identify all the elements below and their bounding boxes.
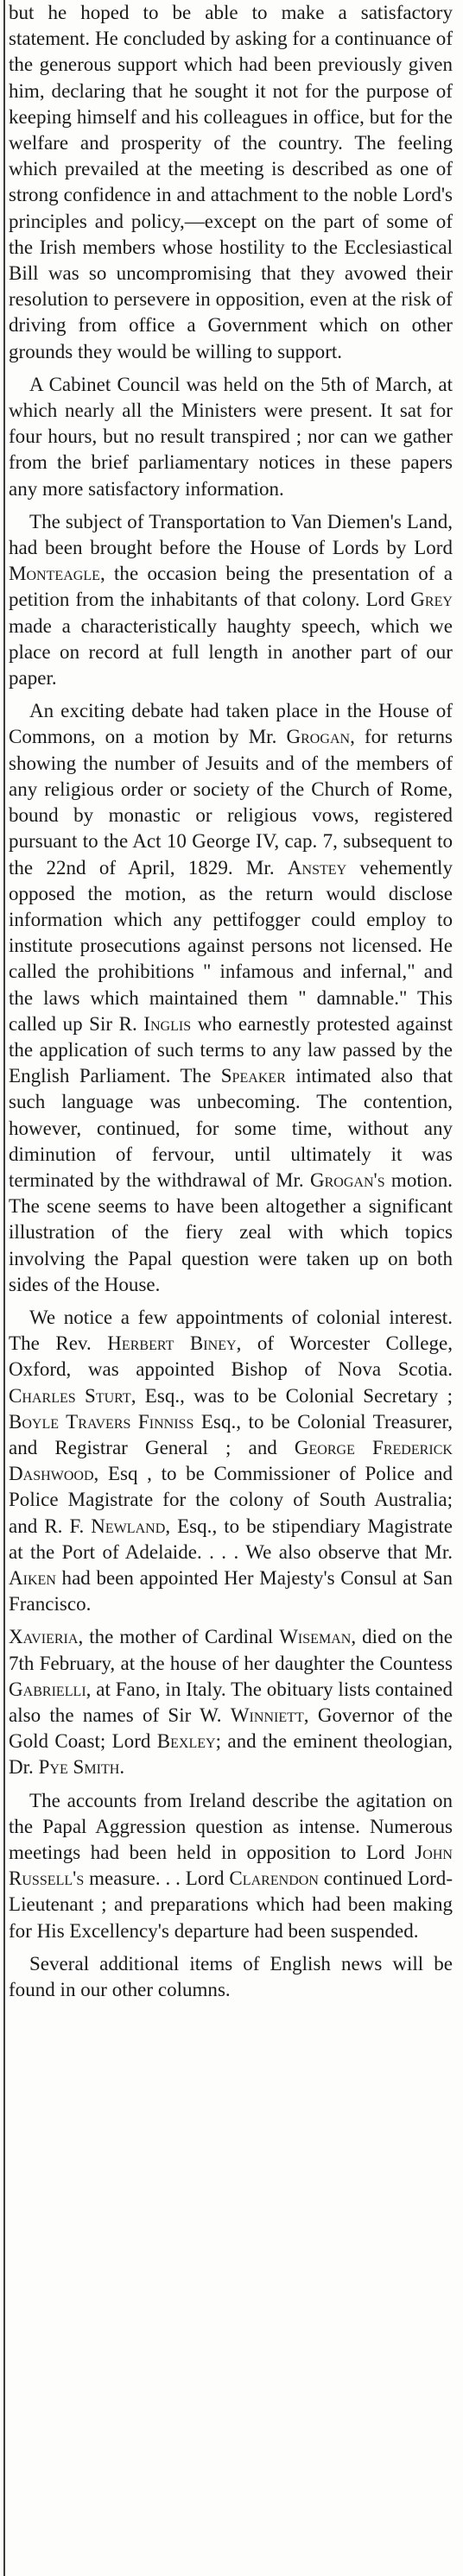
name-russell: John Russell's [9,1842,453,1890]
name-wiseman: Wiseman [279,1626,352,1648]
name-speaker: Speaker [220,1065,286,1087]
paragraph-colonial-appointments: We notice a few appointments of colonial interest. The Rev. Herbert Biney, of Worcester College, Oxford, was appointed Bishop of Nova Scotia. Charles Sturt, Esq., was to be Colonial Secretary ; Boyle Travers Finniss Esq., to be Colonial Treasurer, and Registrar General ; and George Frederick Dashwood, Esq , to be Commissioner of Police and Police Magistrate for the colony of South Australia; and R. F. Newland, Esq., to be stipendiary Magistrate at the Port of Adelaide. . . . We also observe that Mr. Aiken had been appointed Her Majesty's Consul at San Francisco. [9,1306,453,1616]
paragraph-commons-debate: An exciting debate had taken place in the House of Commons, on a motion by Mr. Grogan, for returns showing the number of Jesuits and of the members of any religious order or society of the Church of Rome, bound by monastic or religious vows, registered pursuant to the Act 10 George IV, cap. 7, subsequent to the 22nd of April, 1829. Mr. Anstey vehemently opposed the motion, as the return would disclose information which any pettifogger could employ to institute prosecutions against persons not licensed. He called the prohibitions " infamous and infernal," and the laws which maintained them " damnable." This called up Sir R. Inglis who earnestly protested against the application of such terms to any law passed by the English Parliament. The Speaker intimated also that such language was unbecoming. The contention, however, continued, for some time, without any diminution of fervour, until ultimately it was terminated by the withdrawal of Mr. Grogan's motion. The scene seems to have been altogether a significant illustration of the fiery zeal with which topics involving the Papal question were taken up on both sides of the House. [9,700,453,1295]
name-grogan-possessive: Grogan's [309,1168,385,1191]
name-finniss: Boyle Travers Finniss [9,1410,194,1433]
name-gabrielli: Gabrielli [9,1678,86,1700]
name-clarendon: Clarendon [229,1867,319,1890]
name-sturt: Charles Sturt [9,1384,131,1407]
name-grey: Grey [410,589,453,611]
name-monteagle: Monteagle [9,563,100,585]
paragraph-ministerial-meeting: but he hoped to be able to make a satisfactory statement. He concluded by asking for a continuance of the generous support which had been previously given him, declaring that he sought it not for the purpose of keeping himself and his colleagues in office, but for the welfare and prosperity of the country. The feeling which prevailed at the meeting is described as one of strong confidence in and attachment to the noble Lord's principles and policy,—except on the part of some of the Irish members whose hostility to the Ecclesiastical Bill was so uncompromising that they avowed their resolution to persevere in opposition, even at the risk of driving from office a Government which on other grounds they would be willing to support. [9,2,453,362]
column-rule [3,0,5,2576]
name-grogan: Grogan [286,726,351,748]
name-anstey: Anstey [287,856,347,879]
name-biney: Herbert Biney [107,1332,237,1355]
paragraph-obituaries: Xavieria, the mother of Cardinal Wiseman, died on the 7th February, at the house of her daughter the Countess Gabrielli, at Fano, in Italy. The obituary lists contained also the names of Sir W. Winniett, Governor of the Gold Coast; Lord Bexley; and the eminent theologian, Dr. Pye Smith. [9,1626,453,1779]
name-pye-smith: Pye Smith [38,1756,120,1779]
name-bexley: Bexley [156,1730,216,1753]
name-xavieria: Xavieria [9,1626,79,1648]
name-inglis: Inglis [143,1012,192,1035]
paragraph-closing-note: Several additional items of English news will be found in our other columns. [9,1952,453,2001]
paragraph-cabinet-council: A Cabinet Council was held on the 5th of March, at which nearly all the Ministers were present. It sat for four hours, but no result transpired ; nor can we gather from the brief parliamentary notices in these papers any more satisfactory information. [9,373,453,500]
name-aiken: Aiken [9,1566,56,1589]
paragraph-ireland: The accounts from Ireland describe the agitation on the Papal Aggression question as intense. Numerous meetings had been held in opposition to Lord John Russell's measure. . . Lord Clarendon continued Lord-Lieutenant ; and preparations which had been making for His Excellency's departure had been suspended. [9,1789,453,1942]
name-winniett: Winniett [230,1704,304,1726]
name-dashwood: George Frederick Dashwood [9,1436,453,1485]
paragraph-transportation: The subject of Transportation to Van Diemen's Land, had been brought before the House of Lords by Lord Monteagle, the occasion being the presentation of a petition from the inhabitants of that colony. Lord Grey made a characteristically haughty speech, which we place on record at full length in another part of our paper. [9,510,453,690]
article-column [9,0,453,2003]
name-newland: R. F. Newland [44,1515,166,1537]
